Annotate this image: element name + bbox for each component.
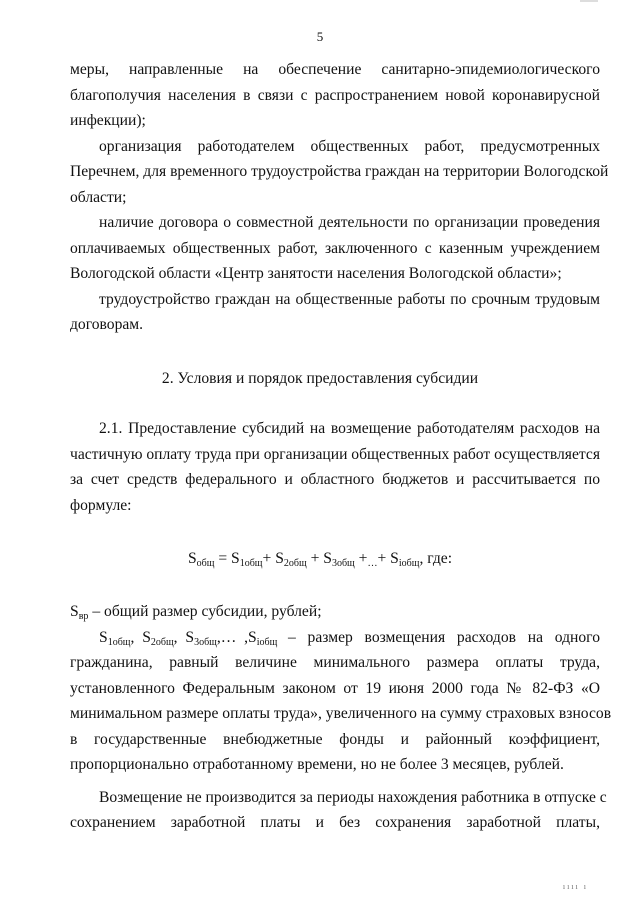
scan-mark: [580, 0, 598, 3]
text-line: области;: [70, 188, 127, 206]
page-number: 5: [316, 29, 324, 44]
text-line: оплачиваемых общественных работ, заключенного с казенным учреждением: [70, 239, 600, 257]
scan-corner-mark: ıııı ı: [562, 881, 588, 891]
text-line: формуле:: [70, 496, 132, 514]
definition-total: $S_{вр}$ – общий размер субсидии, рублей;: [70, 603, 322, 622]
text-line: трудоустройство граждан на общественные работы по срочным трудовым: [99, 290, 600, 308]
text-line: пропорционально отработанному времени, но не более 3 месяцев, рублей.: [70, 756, 564, 773]
paragraph-block-2: [70, 416, 600, 518]
text-line: благополучия населения в связи с распространением новой коронавирусной: [70, 86, 600, 104]
text-line: Возмещение не производится за периоды нахождения работника в отпуске с: [99, 788, 607, 806]
text-line: гражданина, равный величине минимального размера оплаты труда,: [70, 654, 600, 671]
text-line: сохранением заработной платы и без сохранения заработной платы,: [70, 814, 600, 831]
paragraph-block-1: [70, 57, 609, 338]
text-line: установленного Федеральным законом от 19 июня 2000 года № 82-ФЗ «О: [70, 679, 600, 697]
text-line: организация работодателем общественных работ, предусмотренных: [99, 137, 600, 155]
text-line: 2.1. Предоставление субсидий на возмещение работодателям расходов на: [99, 420, 600, 437]
text-line: договорам.: [70, 316, 144, 333]
definition-per-citizen: $S_{1общ}$, $S_{2общ}$, $S_{3общ},\dots$ $,S_{iобщ}$ – размер возмещения расходов на одного: [99, 628, 600, 648]
subsidy-formula: $S_{общ} = S_{1общ}+ S_{2общ} + S_{3общ} +_\dots+ S_{iобщ}$, где:: [187, 550, 453, 569]
text-line: в государственные внебюджетные фонды и районный коэффициент,: [70, 730, 600, 748]
text-line: Перечнем, для временного трудоустройства граждан на территории Вологодской: [70, 163, 609, 180]
section-heading: 2. Условия и порядок предоставления субсидии: [161, 370, 479, 387]
text-line: инфекции);: [70, 112, 146, 129]
text-line: минимальном размере оплаты труда», увеличенного на сумму страховых взносов: [70, 705, 612, 722]
text-line: за счет средств федерального и областного бюджетов и рассчитывается по: [70, 471, 600, 488]
text-line: наличие договора о совместной деятельности по организации проведения: [99, 214, 600, 231]
text-line: Вологодской области «Центр занятости населения Вологодской области»;: [70, 265, 562, 282]
text-line: меры, направленные на обеспечение санитарно-эпидемиологического: [70, 61, 600, 78]
text-line: частичную оплату труда при организации общественных работ осуществляется: [70, 445, 600, 463]
paragraph-block-3: [70, 599, 612, 836]
